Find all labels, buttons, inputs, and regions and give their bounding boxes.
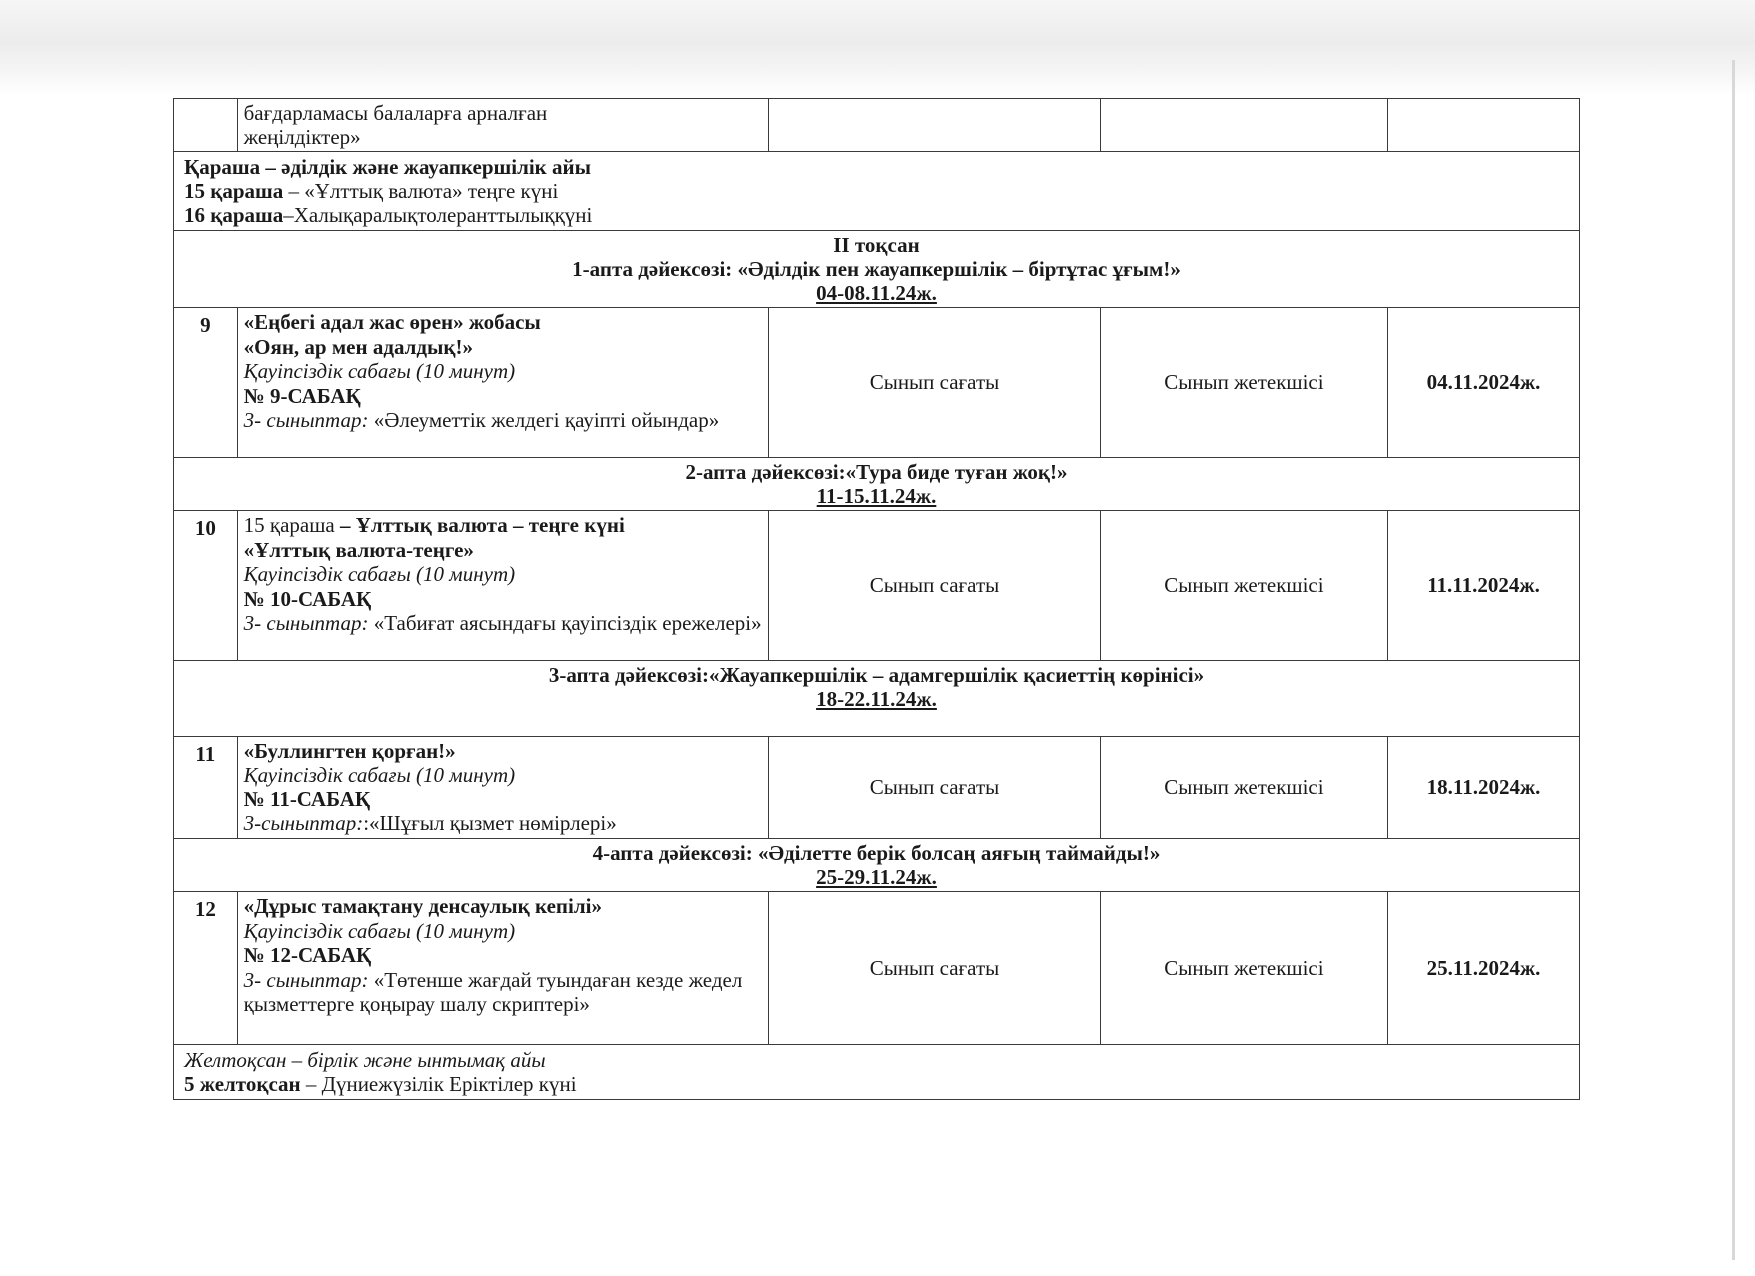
month-header-cell xyxy=(174,1045,1580,1100)
event-subtitle: «Оян, ар мен адалдық!» xyxy=(243,334,474,359)
event-title: «Еңбегі адал жас өрен» жобасы xyxy=(243,310,541,334)
week-header-row xyxy=(174,231,1580,308)
event-text: жеңілдіктер» xyxy=(243,125,361,149)
week-dates: 25-29.11.24ж. xyxy=(816,865,937,889)
week-header-row xyxy=(174,839,1580,892)
week-dates: 04-08.11.24ж. xyxy=(816,281,937,305)
responsible-cell: Сынып жетекшісі xyxy=(1100,892,1387,1045)
date-cell xyxy=(1388,99,1580,152)
responsible-cell xyxy=(1100,99,1387,152)
form-cell: Сынып сағаты xyxy=(769,308,1100,458)
event-cell xyxy=(237,737,769,839)
responsible-cell: Сынып жетекшісі xyxy=(1100,511,1387,661)
grade-label: 3-сыныптар: xyxy=(243,811,364,835)
lesson-number: № 10-САБАҚ xyxy=(243,586,372,611)
row-number: 10 xyxy=(174,511,238,661)
form-cell: Сынып сағаты xyxy=(769,892,1100,1045)
table-row xyxy=(174,99,1580,152)
row-number: 11 xyxy=(174,737,238,839)
holiday-name: –Халықаралықтолеранттылыққүні xyxy=(283,203,593,227)
week-motto: 3-апта дәйексөзі:«Жауапкершілік – адамгершілік қасиеттің көрінісі» xyxy=(548,663,1205,687)
date-cell: 11.11.2024ж. xyxy=(1388,511,1580,661)
plan-table xyxy=(173,98,1580,1100)
month-title: Қараша – әділдік және жауапкершілік айы xyxy=(184,155,592,179)
safety-lesson-label: Қауіпсіздік сабағы (10 минут) xyxy=(243,359,516,383)
responsible-cell: Сынып жетекшісі xyxy=(1100,737,1387,839)
responsible-cell: Сынып жетекшісі xyxy=(1100,308,1387,458)
week-dates: 11-15.11.24ж. xyxy=(816,484,937,508)
event-title: «Буллингтен қорған!» xyxy=(243,739,456,763)
scan-artifact-edge xyxy=(1732,60,1735,1260)
lesson-topic: «Әлеуметтік желдегі қауіпті ойындар» xyxy=(368,408,720,432)
lesson-number: № 12-САБАҚ xyxy=(243,943,372,967)
lesson-topic: :«Шұғыл қызмет нөмірлері» xyxy=(363,811,617,835)
month-header-cell xyxy=(174,152,1580,231)
event-cell xyxy=(237,99,769,152)
table-row xyxy=(174,892,1580,1045)
event-cell xyxy=(237,892,769,1045)
event-cell xyxy=(237,308,769,458)
week-dates: 18-22.11.24ж. xyxy=(816,687,937,711)
grade-label: 3- сыныптар: xyxy=(243,611,369,635)
form-cell xyxy=(769,99,1100,152)
holiday-date: 5 желтоқсан xyxy=(184,1072,301,1096)
scan-artifact-top xyxy=(0,0,1755,95)
event-text: бағдарламасы балаларға арналған xyxy=(243,101,548,125)
week-header-cell xyxy=(174,839,1580,892)
month-header-row xyxy=(174,152,1580,231)
form-cell: Сынып сағаты xyxy=(769,511,1100,661)
lesson-number: № 11-САБАҚ xyxy=(243,787,371,811)
week-motto: 1-апта дәйексөзі: «Әділдік пен жауапкершілік – біртұтас ұғым!» xyxy=(572,257,1181,281)
holiday-date: 15 қараша xyxy=(243,513,335,537)
week-header-cell xyxy=(174,458,1580,511)
number-cell xyxy=(174,99,238,152)
event-title: «Дұрыс тамақтану денсаулық кепілі» xyxy=(243,894,602,918)
grade-label: 3- сыныптар: xyxy=(243,408,369,432)
form-cell: Сынып сағаты xyxy=(769,737,1100,839)
month-title: Желтоқсан – бірлік және ынтымақ айы xyxy=(184,1048,546,1072)
week-header-row xyxy=(174,661,1580,737)
lesson-topic: «Төтенше жағдай туындаған кезде жедел қызметтерге қоңырау шалу скриптері» xyxy=(243,967,743,1016)
date-cell: 25.11.2024ж. xyxy=(1388,892,1580,1045)
lesson-topic: «Табиғат аясындағы қауіпсіздік ережелері» xyxy=(368,611,762,635)
row-number: 9 xyxy=(174,308,238,458)
event-subtitle: «Ұлттық валюта-теңге» xyxy=(243,537,474,562)
lesson-number: № 9-САБАҚ xyxy=(243,383,361,408)
week-header-cell xyxy=(174,661,1580,737)
event-cell xyxy=(237,511,769,661)
holiday-name: – «Ұлттық валюта» теңге күні xyxy=(283,179,559,203)
date-cell: 18.11.2024ж. xyxy=(1388,737,1580,839)
safety-lesson-label: Қауіпсіздік сабағы (10 минут) xyxy=(243,562,516,586)
table-row xyxy=(174,308,1580,458)
week-header-row xyxy=(174,458,1580,511)
safety-lesson-label: Қауіпсіздік сабағы (10 минут) xyxy=(243,763,516,787)
quarter-title: ІІ тоқсан xyxy=(833,233,920,257)
safety-lesson-label: Қауіпсіздік сабағы (10 минут) xyxy=(243,918,516,943)
table-row xyxy=(174,511,1580,661)
holiday-date: 15 қараша xyxy=(184,179,284,203)
holiday-date: 16 қараша xyxy=(184,203,284,227)
week-header-cell xyxy=(174,231,1580,308)
event-title: – Ұлттық валюта – теңге күні xyxy=(334,513,625,537)
month-header-row xyxy=(174,1045,1580,1100)
grade-label: 3- сыныптар: xyxy=(243,967,369,992)
table-row xyxy=(174,737,1580,839)
holiday-name: – Дүниежүзілік Еріктілер күні xyxy=(300,1072,577,1096)
date-cell: 04.11.2024ж. xyxy=(1388,308,1580,458)
week-motto: 4-апта дәйексөзі: «Әділетте берік болсаң аяғың таймайды!» xyxy=(592,841,1161,865)
week-motto: 2-апта дәйексөзі:«Тура биде туған жоқ!» xyxy=(685,460,1068,484)
row-number: 12 xyxy=(174,892,238,1045)
document-page xyxy=(173,98,1580,1100)
